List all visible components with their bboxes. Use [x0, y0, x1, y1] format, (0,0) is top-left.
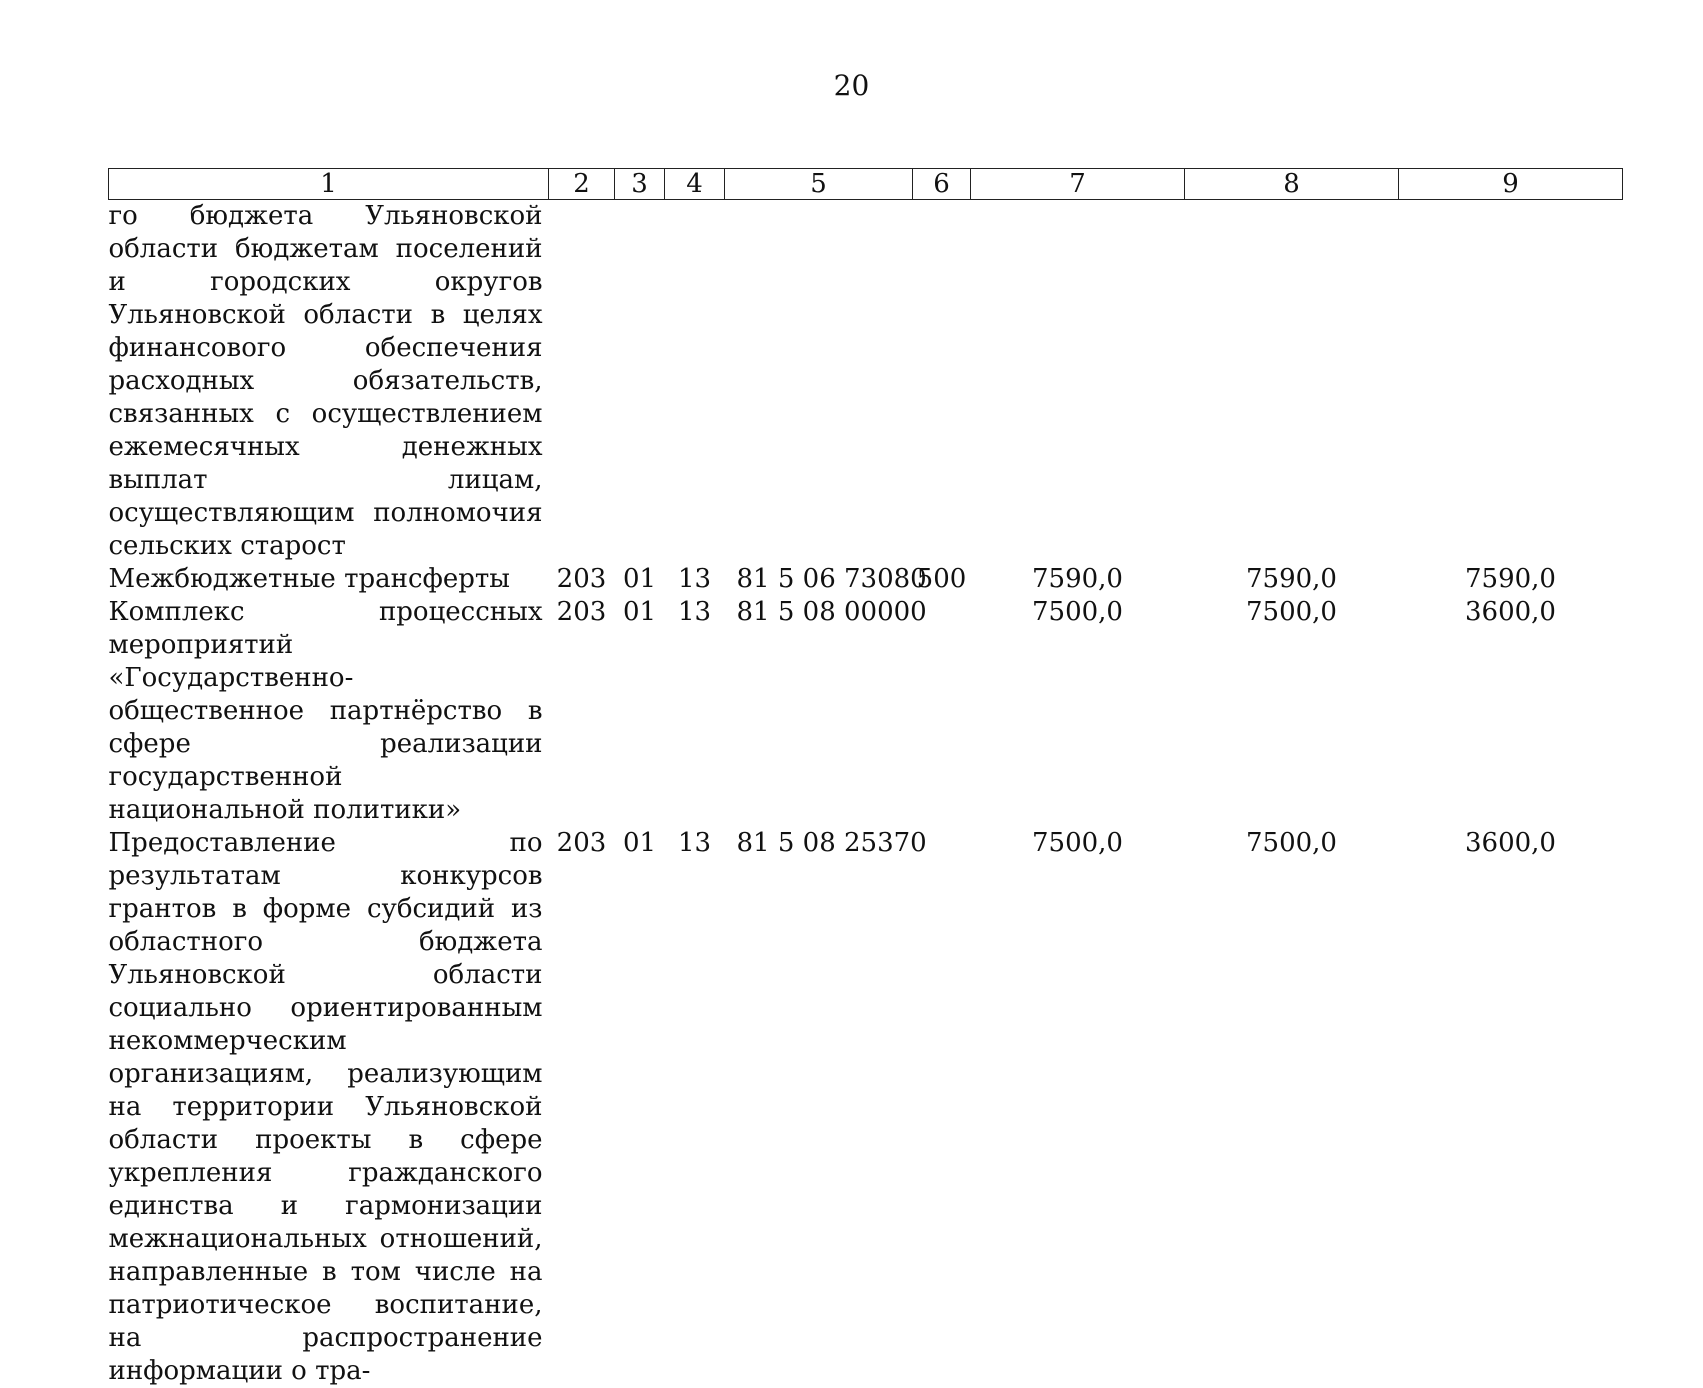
row-code-4: [665, 200, 725, 564]
table-header-row: [109, 169, 1623, 200]
table-row: [109, 596, 1623, 827]
row-code-4: 13: [677, 597, 712, 627]
row-code-6: [913, 200, 971, 564]
row-value-9: [1399, 200, 1623, 564]
row-description: Межбюджетные трансферты: [108, 564, 510, 594]
row-code-4: 13: [677, 828, 712, 858]
row-code-3: [615, 200, 665, 564]
row-description: Комплекс процессных мероприятий «Государственно-общественное партнёрство в сфере реализации государственной национальной политики»: [108, 597, 543, 825]
column-header-4: 4: [665, 169, 725, 200]
row-description: Предоставление по результатам конкурсов грантов в форме субсидий из областного бюджета Ульяновской области социально ориентированным некоммерческим организациям, реализующим на территории Ульяновской области проекты в сфере укрепления гражданского единства и гармонизации межнациональных отношений, направленные в том числе на патриотическое воспитание, на распространение информации о тра-: [108, 828, 543, 1386]
row-code-5: 81 5 08 25370: [736, 828, 927, 858]
row-value-7: 7500,0: [1032, 597, 1123, 627]
column-header-1: 1: [109, 169, 549, 200]
column-header-8: 8: [1185, 169, 1399, 200]
row-code-5: 81 5 06 73080: [736, 564, 927, 594]
table-row: [109, 200, 1623, 564]
column-header-7: 7: [971, 169, 1185, 200]
column-header-9: 9: [1399, 169, 1623, 200]
row-code-6: 500: [916, 564, 967, 594]
row-code-3: 01: [622, 597, 657, 627]
row-value-9: 7590,0: [1465, 564, 1556, 594]
row-value-9: 3600,0: [1465, 597, 1556, 627]
row-code-2: 203: [556, 828, 607, 858]
row-code-3: 01: [622, 564, 657, 594]
row-value-7: 7590,0: [1032, 564, 1123, 594]
row-value-9: 3600,0: [1465, 828, 1556, 858]
column-header-2: 2: [549, 169, 615, 200]
row-value-8: [1185, 200, 1399, 564]
row-value-7: 7500,0: [1032, 828, 1123, 858]
column-header-6: 6: [913, 169, 971, 200]
budget-table: [108, 168, 1623, 1388]
row-description: го бюджета Ульяновской области бюджетам поселений и городских округов Ульяновской области в целях финансового обеспечения расходных обязательств, связанных с осуществлением ежемесячных денежных выплат лицам, осуществляющим полномочия сельских старост: [108, 201, 543, 561]
row-code-3: 01: [622, 828, 657, 858]
row-code-6: [913, 827, 971, 1388]
column-header-3: 3: [615, 169, 665, 200]
row-value-8: 7500,0: [1246, 597, 1337, 627]
row-code-2: 203: [556, 564, 607, 594]
row-code-2: [549, 200, 615, 564]
row-code-2: 203: [556, 597, 607, 627]
column-header-5: 5: [725, 169, 913, 200]
page-number: 20: [833, 69, 870, 102]
row-value-8: 7590,0: [1246, 564, 1337, 594]
table-row: [109, 827, 1623, 1388]
table-row: [109, 563, 1623, 596]
row-code-5: 81 5 08 00000: [736, 597, 927, 627]
row-code-6: [913, 596, 971, 827]
row-value-8: 7500,0: [1246, 828, 1337, 858]
row-code-5: [725, 200, 913, 564]
row-code-4: 13: [677, 564, 712, 594]
row-value-7: [971, 200, 1185, 564]
